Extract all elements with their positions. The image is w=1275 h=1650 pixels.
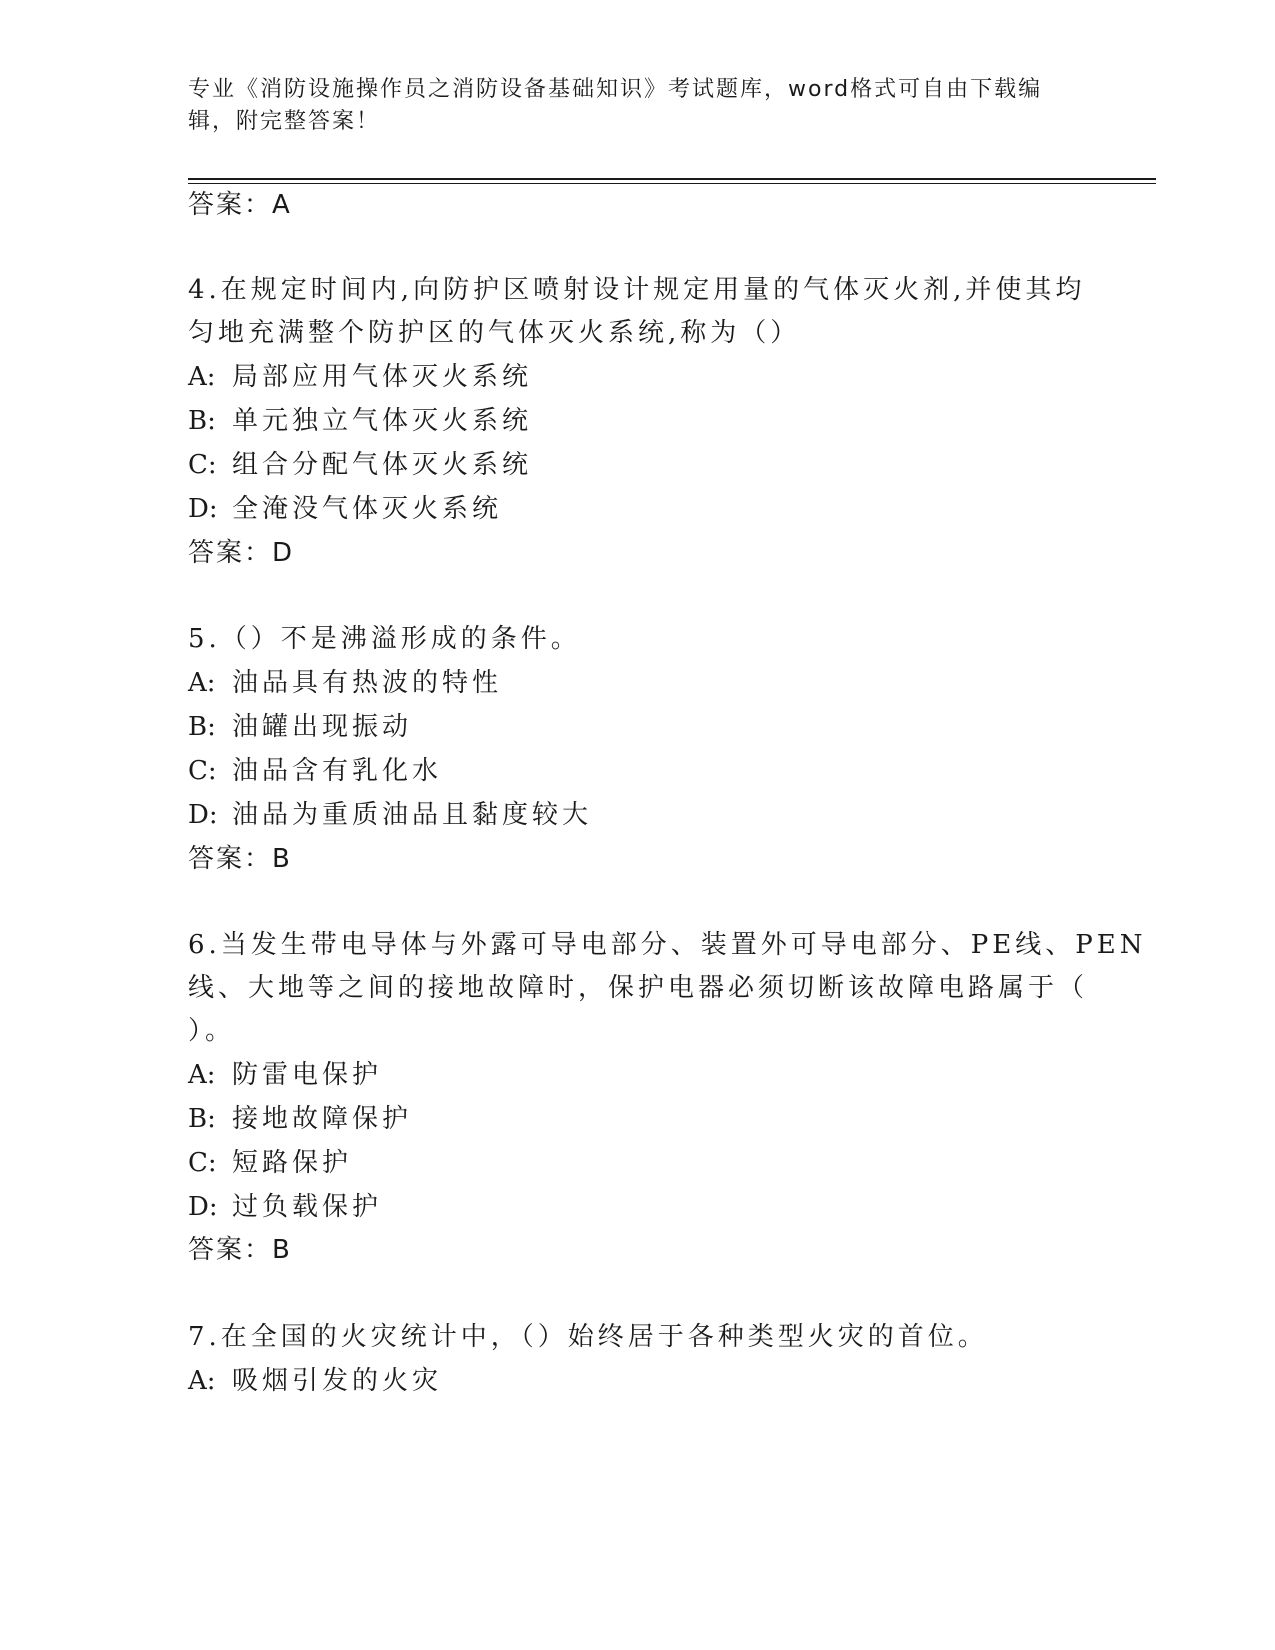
question-6-text-line-1: 6.当发生带电导体与外露可导电部分、装置外可导电部分、PE线、PEN (188, 930, 1147, 960)
option-text: 组合分配气体灭火系统 (232, 450, 533, 480)
answer-q3: 答案：A (188, 190, 292, 220)
option-letter: D: (188, 800, 218, 830)
question-6-option-b (188, 1102, 412, 1136)
question-7-option-a (188, 1364, 442, 1398)
question-4-option-b (188, 404, 532, 438)
header-line-2: 辑，附完整答案！ (188, 109, 381, 134)
question-5-option-a (188, 666, 502, 700)
question-4-option-c (188, 448, 532, 482)
question-4-text-line-2: 匀地充满整个防护区的气体灭火系统,称为（） (188, 318, 801, 348)
option-text: 油品含有乳化水 (232, 756, 443, 786)
question-4-text-line-1: 4.在规定时间内,向防护区喷射设计规定用量的气体灭火剂,并使其均 (188, 275, 1086, 305)
question-5-option-c (188, 754, 442, 788)
option-letter: A: (188, 1060, 216, 1090)
option-text: 局部应用气体灭火系统 (232, 362, 533, 392)
option-letter: B: (188, 406, 216, 436)
option-text: 防雷电保护 (232, 1060, 383, 1090)
question-4-option-d (188, 492, 502, 526)
option-letter: D: (188, 494, 218, 524)
answer-q6: 答案：B (188, 1235, 292, 1265)
option-text: 过负载保护 (232, 1192, 383, 1222)
option-text: 单元独立气体灭火系统 (232, 406, 533, 436)
option-letter: B: (188, 1104, 216, 1134)
answer-q5: 答案：B (188, 844, 292, 874)
option-letter: C: (188, 450, 217, 480)
option-letter: A: (188, 668, 216, 698)
option-letter: A: (188, 1366, 216, 1396)
option-letter: C: (188, 1148, 217, 1178)
question-4-option-a (188, 360, 532, 394)
option-letter: A: (188, 362, 216, 392)
header-line-1: 专业《消防设施操作员之消防设备基础知识》考试题库，word格式可自由下载编 (188, 77, 1043, 102)
question-6-text-line-3: ）。 (188, 1016, 236, 1046)
question-7-text-line-1: 7.在全国的火灾统计中，（）始终居于各种类型火灾的首位。 (188, 1322, 988, 1352)
header-divider-thin (188, 183, 1156, 184)
option-text: 接地故障保护 (232, 1104, 413, 1134)
option-text: 油品具有热波的特性 (232, 668, 503, 698)
question-5-option-d (188, 798, 592, 832)
header-divider-thick (188, 178, 1156, 180)
question-5-text-line-1: 5.（）不是沸溢形成的条件。 (188, 624, 581, 654)
option-letter: C: (188, 756, 217, 786)
question-6-option-c (188, 1146, 352, 1180)
answer-q4: 答案：D (188, 538, 295, 568)
option-text: 油品为重质油品且黏度较大 (232, 800, 593, 830)
question-6-option-d (188, 1190, 382, 1224)
option-text: 吸烟引发的火灾 (232, 1366, 443, 1396)
question-6-text-line-2: 线、大地等之间的接地故障时，保护电器必须切断该故障电路属于（ (188, 973, 1089, 1003)
option-letter: D: (188, 1192, 218, 1222)
option-text: 油罐出现振动 (232, 712, 413, 742)
option-text: 全淹没气体灭火系统 (232, 494, 503, 524)
question-5-option-b (188, 710, 412, 744)
document-header (188, 74, 1068, 138)
question-6-option-a (188, 1058, 382, 1092)
option-text: 短路保护 (232, 1148, 353, 1178)
option-letter: B: (188, 712, 216, 742)
